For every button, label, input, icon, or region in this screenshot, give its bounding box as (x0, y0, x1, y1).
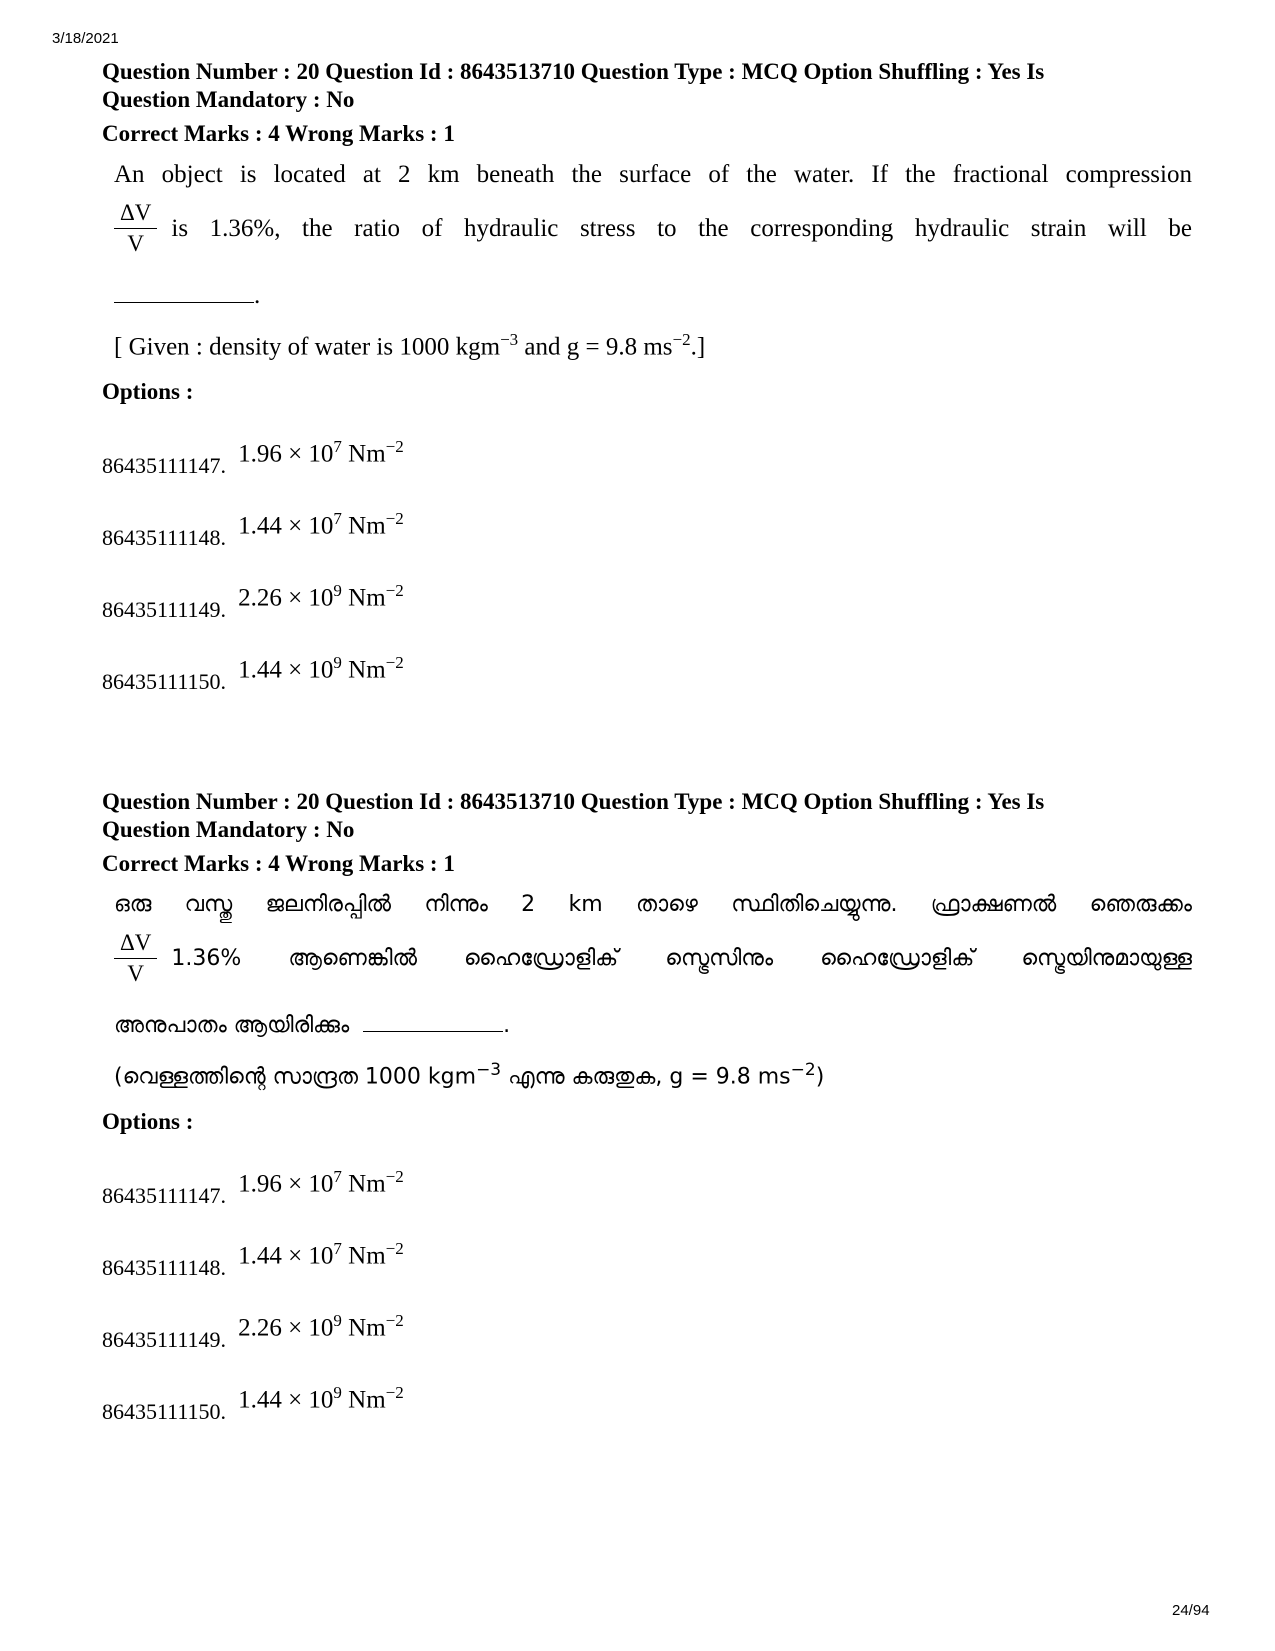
question-text-line3: അനുപാതം ആയിരിക്കും . (114, 1013, 511, 1038)
option-id: 86435111149. (102, 1327, 227, 1353)
question-text (114, 888, 1192, 1094)
print-date: 3/18/2021 (52, 30, 119, 47)
given-line: [ Given : density of water is 1000 kgm$^{-3}$ and g = 9.8 $ms^{-2}$.] (114, 330, 706, 361)
option-value: $1.44 \times 10^9$ $Nm^{-2}$ (238, 1383, 404, 1414)
question-header-line1: Question Number : 20 Question Id : 8643513710 Question Type : MCQ Option Shuffling : Yes Is (102, 789, 1045, 814)
option-item[interactable] (102, 1164, 1192, 1208)
answer-blank (363, 1015, 503, 1032)
question-text-line2: is 1.36%, the ratio of hydraulic stress to the corresponding hydraulic strain will be (171, 214, 1192, 242)
option-item[interactable] (102, 1380, 1192, 1424)
page-number: 24/94 (1172, 1602, 1210, 1619)
option-value: $1.44 \times 10^7$ $Nm^{-2}$ (238, 509, 404, 540)
option-item[interactable] (102, 650, 1192, 694)
fraction-numerator: ΔV (114, 930, 157, 959)
question-text-line2: 1.36% ആണെങ്കിൽ ഹൈഡ്രോളിക് സ്ട്രെസിനും ഹൈഡ്രോളിക് സ്ട്രെയിനുമായുള്ള (171, 946, 1192, 971)
option-id: 86435111148. (102, 1255, 227, 1281)
option-id: 86435111149. (102, 597, 227, 623)
blank-period: . (254, 282, 261, 309)
fraction-row (114, 930, 1192, 987)
question-text-line1: ഒരു വസ്തു ജലനിരപ്പിൽ നിന്നും 2 km താഴെ സ്ഥിതിചെയ്യുന്നു. ഫ്രാക്ഷണൽ ഞെരുക്കം (114, 892, 1192, 917)
question-text (114, 158, 1192, 364)
option-value: $2.26 \times 10^9$ $Nm^{-2}$ (238, 581, 404, 612)
option-value: $2.26 \times 10^9$ $Nm^{-2}$ (238, 1311, 404, 1342)
fraction-delta-v-over-v (114, 200, 157, 257)
option-item[interactable] (102, 578, 1192, 622)
answer-blank (114, 286, 254, 303)
option-value: $1.96 \times 10^7$ $Nm^{-2}$ (238, 437, 404, 468)
question-header-line2: Question Mandatory : No (102, 817, 355, 842)
option-id: 86435111147. (102, 453, 227, 479)
question-marks: Correct Marks : 4 Wrong Marks : 1 (102, 851, 455, 876)
fraction-denominator: V (127, 961, 145, 986)
question-marks: Correct Marks : 4 Wrong Marks : 1 (102, 121, 455, 146)
fraction-denominator: V (127, 231, 145, 256)
option-id: 86435111148. (102, 525, 227, 551)
option-value: $1.96 \times 10^7$ $Nm^{-2}$ (238, 1167, 404, 1198)
option-id: 86435111147. (102, 1183, 227, 1209)
question-text-line1: An object is located at 2 km beneath the surface of the water. If the fractional compression (114, 161, 1192, 188)
question-header-line2: Question Mandatory : No (102, 87, 355, 112)
blank-period: . (503, 1013, 511, 1038)
options-label: Options : (102, 1109, 194, 1135)
question-header-line1: Question Number : 20 Question Id : 8643513710 Question Type : MCQ Option Shuffling : Yes Is (102, 59, 1045, 84)
fraction-numerator: ΔV (114, 200, 157, 229)
option-item[interactable] (102, 1236, 1192, 1280)
question-block-english (102, 58, 1192, 694)
option-item[interactable] (102, 434, 1192, 478)
fraction-row (114, 200, 1192, 257)
blank-line (114, 279, 1192, 313)
given-line: (വെള്ളത്തിന്റെ സാന്ദ്രത 1000 kgm$^{-3}$ എന്നു കരുതുക, g = 9.8 $ms^{-2}$) (114, 1060, 825, 1090)
option-id: 86435111150. (102, 1399, 227, 1425)
question-block-malayalam (102, 788, 1192, 1424)
fraction-delta-v-over-v (114, 930, 157, 987)
options-label: Options : (102, 379, 194, 405)
option-item[interactable] (102, 1308, 1192, 1352)
option-id: 86435111150. (102, 669, 227, 695)
option-value: $1.44 \times 10^9$ $Nm^{-2}$ (238, 653, 404, 684)
option-value: $1.44 \times 10^7$ $Nm^{-2}$ (238, 1239, 404, 1270)
option-item[interactable] (102, 506, 1192, 550)
